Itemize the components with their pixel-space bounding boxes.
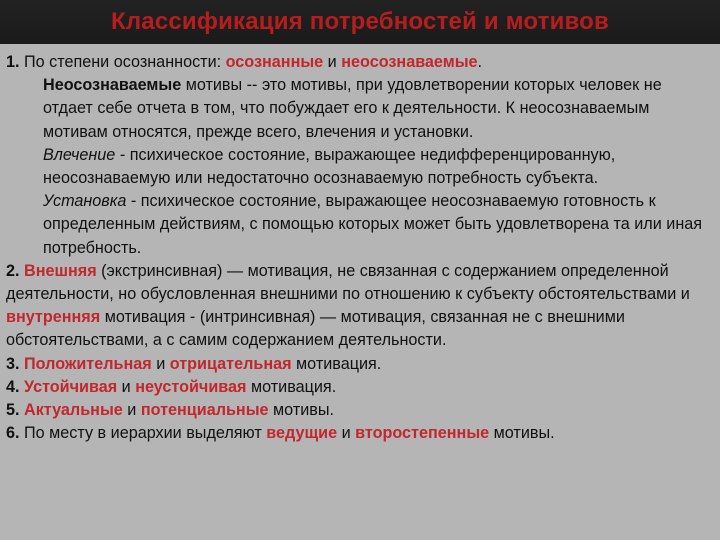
highlight-term: второстепенные: [355, 424, 490, 443]
highlight-term: неосознаваемые: [341, 53, 478, 71]
item-5: [6, 399, 714, 422]
highlight-term: Устойчивая: [24, 377, 118, 396]
item-text: (экстринсивная) — мотивация, не связанная с содержанием определенной деятельности, но обусловленная внешними по отношению к субъекту обстоятельствами и: [6, 261, 690, 304]
item-text: По месту в иерархии выделяют: [19, 424, 267, 443]
highlight-term: потенциальные: [140, 401, 269, 420]
highlight-term: Положительная: [24, 354, 152, 373]
item-text: и: [122, 401, 141, 420]
item-number: 5.: [6, 401, 20, 420]
item-1-attitude-definition: [6, 190, 714, 260]
item-text: и: [323, 53, 342, 71]
item-text: .: [477, 53, 483, 71]
italic-term: Установка: [43, 192, 127, 211]
highlight-term: отрицательная: [169, 354, 292, 373]
item-4: [6, 376, 714, 399]
item-3: [6, 353, 714, 376]
item-text: мотивация.: [291, 354, 382, 373]
item-text: и: [117, 377, 136, 396]
highlight-term: неустойчивая: [135, 377, 247, 396]
item-text: мотивация.: [246, 377, 337, 396]
item-text: По степени осознанности:: [24, 53, 226, 71]
item-2: [6, 260, 714, 353]
item-1-heading: [6, 51, 714, 74]
item-1-drive-definition: [6, 144, 714, 190]
slide-title: Классификация потребностей и мотивов: [110, 8, 609, 35]
highlight-term: ведущие: [266, 424, 338, 443]
content-panel: [0, 44, 720, 540]
italic-term: Влечение: [43, 145, 116, 164]
item-number: 4.: [6, 377, 20, 396]
highlight-term: осознанные: [225, 53, 324, 71]
item-1-description: [6, 74, 714, 144]
highlight-term: Актуальные: [24, 401, 123, 420]
item-text: мотивы.: [489, 424, 555, 443]
item-text: мотивы.: [268, 401, 335, 420]
item-6: [6, 422, 714, 445]
item-number: 3.: [6, 354, 20, 373]
highlight-term: Внешняя: [24, 261, 97, 280]
item-text: мотивация - (интринсивная) — мотивация, связанная не с внешними обстоятельствами, а с самим содержанием деятельности.: [6, 308, 625, 350]
item-number: 1.: [6, 53, 20, 71]
item-text: - психическое состояние, выражающее неосознаваемую готовность к определенным действиям, с помощью которых может быть удовлетворена та или иная потребность.: [43, 192, 703, 257]
highlight-term: внутренняя: [6, 308, 101, 327]
item-number: 2.: [6, 261, 20, 280]
item-number: 6.: [6, 424, 20, 443]
item-text: мотивы -- это мотивы, при удовлетворении которых человек не отдает себе отчета в том, что побуждает его к деятельности. К неосознаваемым мотивам относятся, прежде всего, влечения и установки.: [43, 76, 662, 141]
item-text: и: [337, 424, 356, 443]
item-text: - психическое состояние, выражающее недифференцированную, неосознаваемую или недостаточно осознаваемую потребность субъекта.: [43, 145, 616, 188]
item-text: и: [151, 354, 170, 373]
bold-term: Неосознаваемые: [43, 76, 182, 95]
